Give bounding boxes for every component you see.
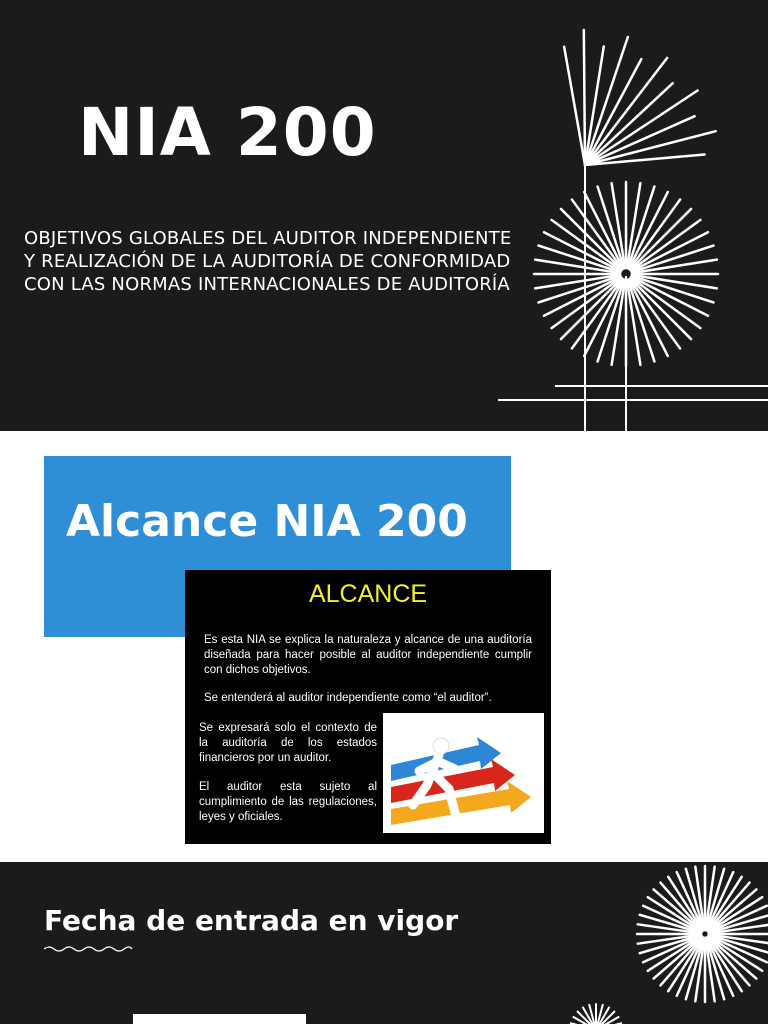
scope-title: Alcance NIA 200 [66,496,468,547]
hero-section [0,0,768,431]
page-title: NIA 200 [78,94,377,171]
slide-paragraph-4: El auditor esta sujeto al cumplimiento de las regulaciones, leyes y oficiales. [199,781,377,823]
scope-section [0,431,768,862]
sunburst-decoration-icon [0,862,768,1024]
slide-paragraph-1: Es esta NIA se explica la naturaleza y alcance de una auditoría diseñada para hacer posible al auditor independiente cumplir con dichos objetivos. [204,634,532,676]
firework-decoration-icon [0,0,768,431]
slide-paragraph-2: Se entenderá al auditor independiente como “el auditor”. [204,692,492,704]
scope-slide [185,570,551,844]
effective-date-section [0,862,768,1024]
slide-paragraph-3: Se expresará solo el contexto de la auditoría de los estados financieros por un auditor. [199,722,377,764]
arrows-illustration-icon [383,713,544,833]
slide-heading: ALCANCE [308,580,428,608]
effective-date-title: Fecha de entrada en vigor [44,904,459,937]
page-subtitle: OBJETIVOS GLOBALES DEL AUDITOR INDEPENDIENTE Y REALIZACIÓN DE LA AUDITORÍA DE CONFORMIDAD CON LAS NORMAS INTERNACIONALES DE AUDITORÍA [24,228,512,295]
runner-arrows-image [383,713,544,833]
